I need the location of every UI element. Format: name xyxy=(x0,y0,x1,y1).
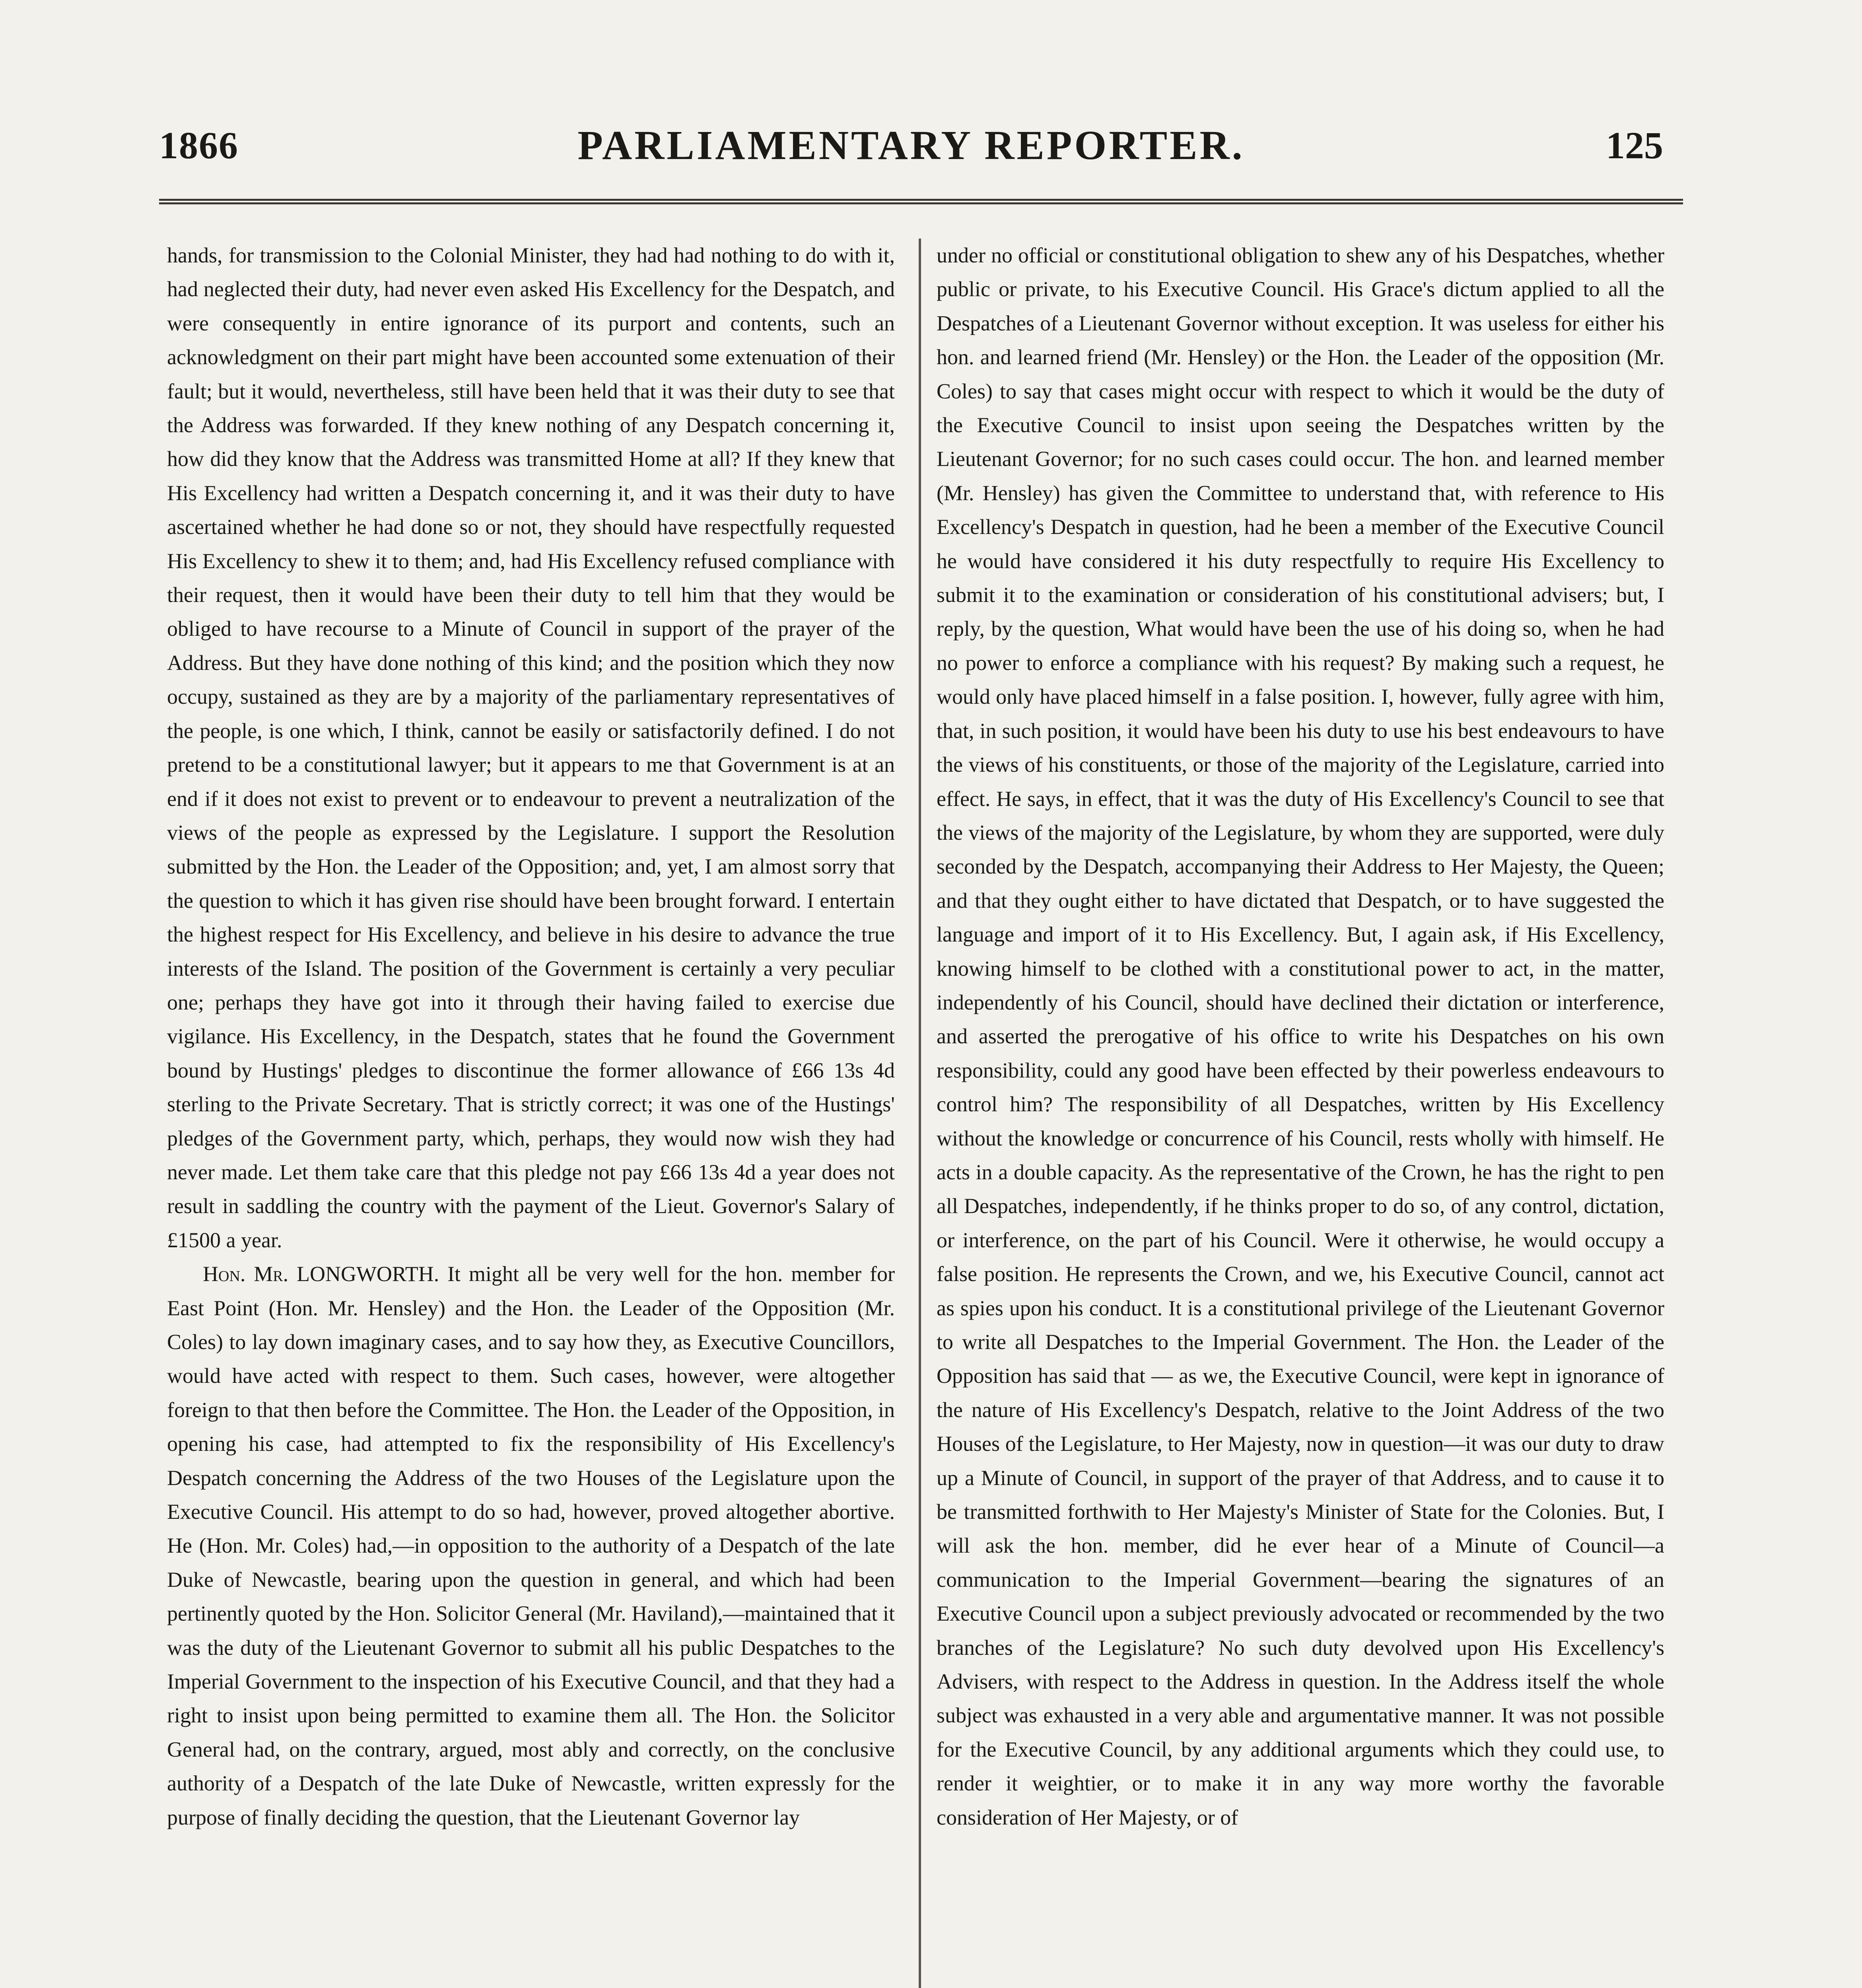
speaker-name: Hon. Mr. LONGWORTH. xyxy=(203,1262,439,1286)
column-divider xyxy=(919,239,921,1988)
header-year: 1866 xyxy=(159,124,239,167)
right-paragraph-1: under no official or constitutional obligation to shew any of his Despatches, whether public or private, to his Executive Council. His Grace's dictum applied to all the Despatches of a Lieutenant Governor without exception. It was useless for either his hon. and learned friend (Mr. Hensley) or the Hon. the Leader of the opposition (Mr. Coles) to say that cases might occur with respect to which it would be the duty of the Executive Council to insist upon seeing the Despatches written by the Lieutenant Governor; for no such cases could occur. The hon. and learned member (Mr. Hensley) has given the Committee to understand that, with reference to His Excellency's Despatch in question, had he been a member of the Executive Council he would have considered it his duty respectfully to require His Excellency to submit it to the examination or consideration of his constitutional advisers; but, I reply, by the question, What would have been the use of his doing so, when he had no power to enforce a compliance with his request? By making such a request, he would only have placed himself in a false position. I, however, fully agree with him, that, in such position, it would have been his duty to use his best endeavours to have the views of his constituents, or those of the majority of the Legislature, carried into effect. He says, in effect, that it was the duty of His Excellency's Council to see that the views of the majority of the Legislature, by whom they are supported, were duly seconded by the Despatch, accompanying their Address to Her Majesty, the Queen; and that they ought either to have dictated that Despatch, or to have suggested the language and import of it to His Excellency. But, I again ask, if His Excellency, knowing himself to be clothed with a constitutional power to act, in the matter, independently of his Council, should have declined their dictation or interference, and asserted the prerogative of his office to write his Despatches on his own responsibility, could any good have been effected by their powerless endeavours to control him? The responsibility of all Despatches, written by His Excellency without the knowledge or concurrence of his Council, rests wholly with himself. He acts in a double capacity. As the representative of the Crown, he has the right to pen all Despatches, independently, if he thinks proper to do so, of any control, dictation, or interference, on the part of his Council. Were it otherwise, he would occupy a false position. He represents the Crown, and we, his Executive Council, cannot act as spies upon his conduct. It is a constitutional privilege of the Lieutenant Governor to write all Despatches to the Imperial Government. The Hon. the Leader of the Opposition has said that — as we, the Executive Council, were kept in ignorance of the nature of His Excellency's Despatch, relative to the Joint Address of the two Houses of the Legislature, to Her Majesty, now in question—it was our duty to draw up a Minute of Council, in support of the prayer of that Address, and to cause it to be transmitted forthwith to Her Majesty's Minister of State for the Colonies. But, I will ask the hon. member, did he ever hear of a Minute of Council—a communication to the Imperial Government—bearing the signatures of an Executive Council upon a subject previously advocated or recommended by the two branches of the Legislature? No such duty devolved upon His Excellency's Advisers, with respect to the Address in question. In the Address itself the whole subject was exhausted in a very able and argumentative manner. It was not possible for the Executive Council, by any additional arguments which they could use, to render it weightier, or to make it in any way more worthy the favorable consideration of Her Majesty, or of xyxy=(937,243,1664,1829)
header-title: PARLIAMENTARY REPORTER. xyxy=(577,122,1245,168)
header-rule xyxy=(159,199,1683,204)
header-page-number: 125 xyxy=(1606,124,1663,167)
left-column xyxy=(167,239,895,1988)
right-column xyxy=(937,239,1664,1988)
speech-text: It might all be very well for the hon. member for East Point (Hon. Mr. Hensley) and the Hon. the Leader of the Opposition (Mr. Coles) to lay down imaginary cases, and to say how they, as Executive Councillors, would have acted with respect to them. Such cases, however, were altogether foreign to that then before the Committee. The Hon. the Leader of the Opposition, in opening his case, had attempted to fix the responsibility of His Excellency's Despatch concerning the Address of the two Houses of the Legislature upon the Executive Council. His attempt to do so had, however, proved altogether abortive. He (Hon. Mr. Coles) had,—in opposition to the authority of a Despatch of the late Duke of Newcastle, bearing upon the question in general, and which had been pertinently quoted by the Hon. Solicitor General (Mr. Haviland),—maintained that it was the duty of the Lieutenant Governor to submit all his public Despatches to the Imperial Government to the inspection of his Executive Council, and that they had a right to insist upon being permitted to examine them all. The Hon. the Solicitor General had, on the contrary, argued, most ably and correctly, on the conclusive authority of a Despatch of the late Duke of Newcastle, written expressly for the purpose of finally deciding the question, that the Lieutenant Governor lay xyxy=(167,1262,895,1829)
running-head xyxy=(159,119,1663,187)
left-paragraph-1: hands, for transmission to the Colonial Minister, they had had nothing to do with it, had neglected their duty, had never even asked His Excellency for the Despatch, and were consequently in entire ignorance of its purport and contents, such an acknowledgment on their part might have been accounted some extenuation of their fault; but it would, nevertheless, still have been held that it was their duty to see that the Address was forwarded. If they knew nothing of any Despatch concerning it, how did they know that the Address was transmitted Home at all? If they knew that His Excellency had written a Despatch concerning it, and it was their duty to have ascertained whether he had done so or not, they should have respectfully requested His Excellency to shew it to them; and, had His Excellency refused compliance with their request, then it would have been their duty to tell him that they would be obliged to have recourse to a Minute of Council in support of the prayer of the Address. But they have done nothing of this kind; and the position which they now occupy, sustained as they are by a majority of the parliamentary representatives of the people, is one which, I think, cannot be easily or satisfactorily defined. I do not pretend to be a constitutional lawyer; but it appears to me that Government is at an end if it does not exist to prevent or to endeavour to prevent a neutralization of the views of the people as expressed by the Legislature. I support the Resolution submitted by the Hon. the Leader of the Opposition; and, yet, I am almost sorry that the question to which it has given rise should have been brought forward. I entertain the highest respect for His Excellency, and believe in his desire to advance the true interests of the Island. The position of the Government is certainly a very peculiar one; perhaps they have got into it through their having failed to exercise due vigilance. His Excellency, in the Despatch, states that he found the Government bound by Hustings' pledges to discontinue the former allowance of £66 13s 4d sterling to the Private Secretary. That is strictly correct; it was one of the Hustings' pledges of the Government party, which, perhaps, they would now wish they had never made. Let them take care that this pledge not pay £66 13s 4d a year does not result in saddling the country with the payment of the Lieut. Governor's Salary of £1500 a year. xyxy=(167,243,895,1252)
left-paragraph-2 xyxy=(167,1257,895,1835)
